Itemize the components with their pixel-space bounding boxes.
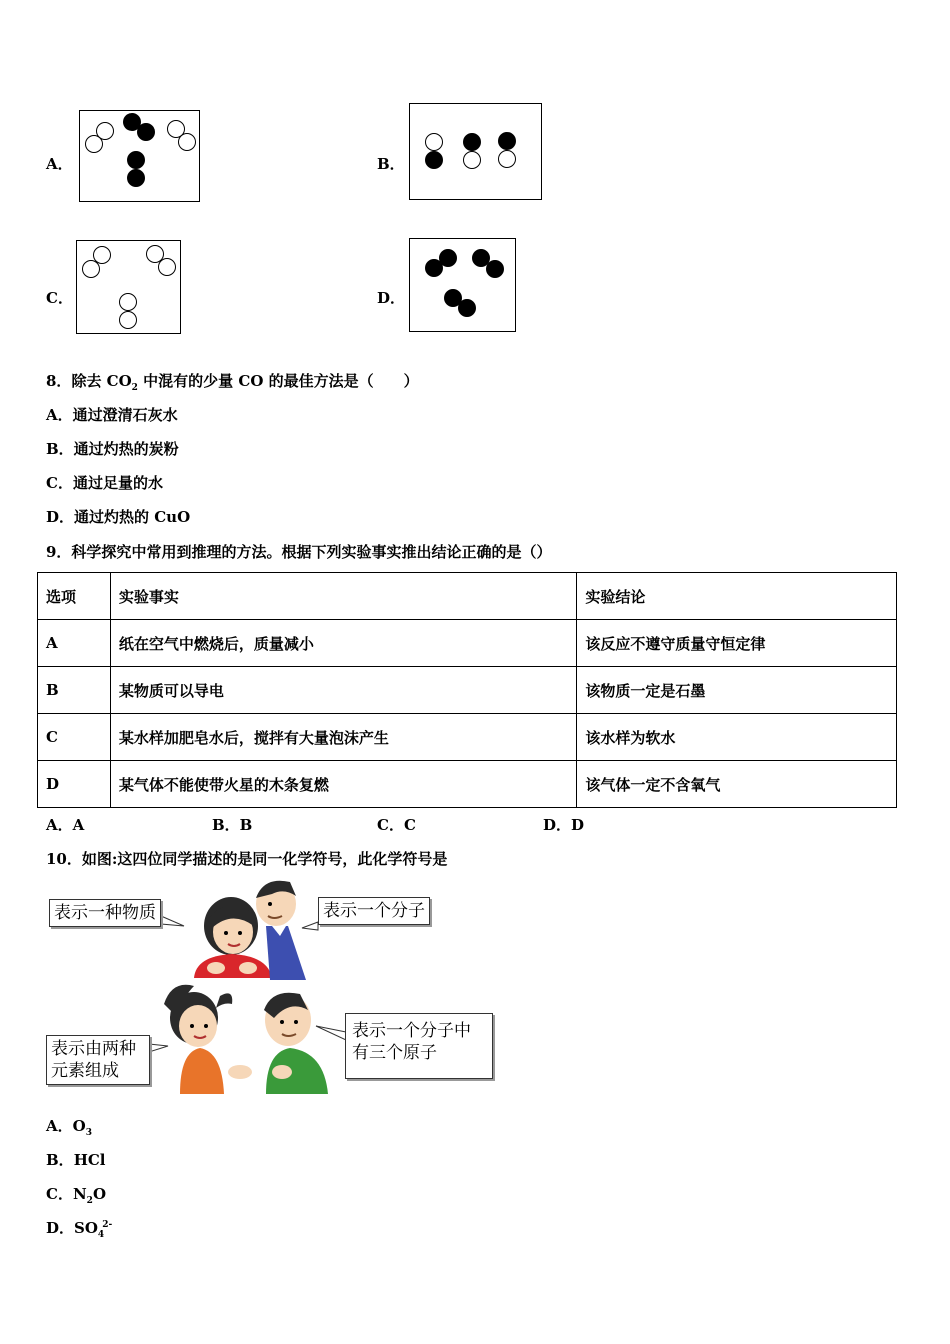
table-row — [38, 620, 897, 667]
q9-answer-b: B．B — [212, 816, 253, 834]
q9-table — [37, 572, 897, 808]
q7-option-b-diagram — [409, 103, 542, 200]
q8-stem — [46, 370, 419, 393]
formula-main: SO — [74, 1219, 98, 1237]
q10-stem: 10．如图:这四位同学描述的是同一化学符号，此化学符号是 — [46, 850, 448, 868]
q8-option-b: B．通过灼热的炭粉 — [46, 440, 179, 458]
table-row — [38, 667, 897, 714]
table-row — [38, 761, 897, 808]
formula-subscript: 2 — [86, 1196, 93, 1206]
black-atom — [498, 132, 516, 150]
q10-option-a — [46, 1115, 92, 1138]
table-cell: C — [38, 714, 111, 761]
table-cell: 某水样加肥皂水后，搅拌有大量泡沫产生 — [110, 714, 576, 761]
speech-bubble-bottom-left — [46, 1035, 150, 1085]
table-cell: 某物质可以导电 — [110, 667, 576, 714]
q9-answer-d: D．D — [543, 816, 585, 834]
white-atom — [158, 258, 176, 276]
table-cell: 该水样为软水 — [577, 714, 897, 761]
q10-option-c — [46, 1183, 106, 1206]
table-cell: 某气体不能使带火星的木条复燃 — [110, 761, 576, 808]
formula-superscript: 2- — [102, 1220, 113, 1230]
q9-stem: 9．科学探究中常用到推理的方法。根据下列实验事实推出结论正确的是（） — [46, 543, 552, 561]
table-cell: 纸在空气中燃烧后，质量减小 — [110, 620, 576, 667]
bubble-text-line-2: 元素组成 — [51, 1061, 119, 1081]
bubble-text: 表示一个分子 — [323, 901, 425, 921]
black-atom — [486, 260, 504, 278]
formula-main: HCl — [73, 1151, 106, 1169]
table-cell: D — [38, 761, 111, 808]
black-atom — [137, 123, 155, 141]
speech-bubble-bottom-right — [345, 1013, 493, 1079]
black-atom — [463, 133, 481, 151]
table-cell: 该物质一定是石墨 — [577, 667, 897, 714]
q8-stem-pre: 除去 CO — [71, 372, 132, 390]
white-atom — [463, 151, 481, 169]
option-label: A． — [46, 1117, 73, 1135]
formula-main: N — [72, 1185, 87, 1203]
option-label: B． — [46, 1151, 74, 1169]
q9-answer-a: A．A — [46, 816, 85, 834]
q8-option-c: C．通过足量的水 — [46, 474, 163, 492]
white-atom — [82, 260, 100, 278]
student-bottom-right — [264, 993, 328, 1094]
q8-stem-subscript: 2 — [131, 383, 138, 393]
bubble-text-line-2: 有三个原子 — [352, 1043, 437, 1063]
white-atom — [85, 135, 103, 153]
q7-option-b-label: B． — [377, 155, 405, 173]
bubble-text-line-1: 表示一个分子中 — [352, 1021, 471, 1041]
table-cell: A — [38, 620, 111, 667]
speech-bubble-top-right — [318, 897, 430, 925]
table-header-cell: 实验事实 — [110, 573, 576, 620]
table-row — [38, 714, 897, 761]
table-header-cell: 选项 — [38, 573, 111, 620]
option-label: D． — [46, 1219, 75, 1237]
black-atom — [458, 299, 476, 317]
table-cell: B — [38, 667, 111, 714]
q7-option-c-label: C． — [46, 289, 73, 307]
white-atom — [119, 293, 137, 311]
option-label: C． — [46, 1185, 73, 1203]
table-header-cell: 实验结论 — [577, 573, 897, 620]
q7-option-d-label: D． — [377, 289, 406, 307]
student-bottom-left — [164, 985, 252, 1094]
speech-bubble-top-left — [49, 899, 161, 927]
black-atom — [425, 259, 443, 277]
q7-option-a-diagram — [79, 110, 200, 202]
formula-tail: O — [92, 1185, 107, 1203]
table-header-row — [38, 573, 897, 620]
table-cell: 该反应不遵守质量守恒定律 — [577, 620, 897, 667]
q7-option-d-diagram — [409, 238, 516, 332]
q10-option-d — [46, 1217, 112, 1240]
q8-stem-post: 中混有的少量 CO 的最佳方法是（ ） — [137, 372, 419, 390]
black-atom — [127, 151, 145, 169]
formula-main: O — [72, 1117, 86, 1135]
white-atom — [119, 311, 137, 329]
white-atom — [498, 150, 516, 168]
bubble-text: 表示一种物质 — [54, 903, 156, 923]
q10-option-b — [46, 1149, 106, 1170]
black-atom — [425, 151, 443, 169]
q9-answer-c: C．C — [377, 816, 416, 834]
q7-option-a-label: A． — [46, 155, 73, 173]
q8-number: 8． — [46, 372, 72, 390]
formula-subscript: 4 — [97, 1230, 105, 1240]
q8-option-a: A．通过澄清石灰水 — [46, 406, 178, 424]
white-atom — [425, 133, 443, 151]
table-cell: 该气体一定不含氧气 — [577, 761, 897, 808]
black-atom — [127, 169, 145, 187]
q8-option-d: D．通过灼热的 CuO — [46, 508, 191, 526]
white-atom — [178, 133, 196, 151]
bubble-text-line-1: 表示由两种 — [51, 1039, 136, 1059]
q7-option-c-diagram — [76, 240, 181, 334]
formula-subscript: 3 — [85, 1128, 92, 1138]
